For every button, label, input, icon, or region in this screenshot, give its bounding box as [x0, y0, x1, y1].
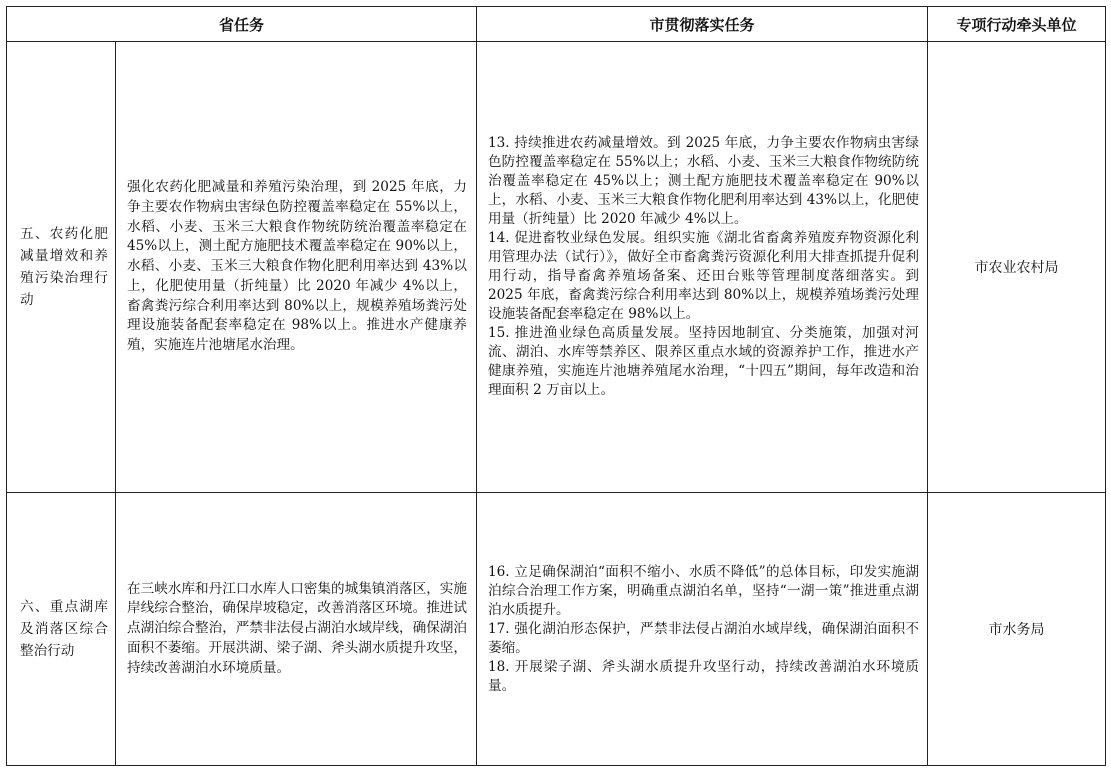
province-task-cell: 强化农药化肥减量和养殖污染治理，到 2025 年底，力争主要农作物病虫害绿色防控覆盖率稳定在 55%以上，水稻、小麦、玉米三大粮食作物统防统治覆盖率稳定在 45%以上，测土配方施肥技术覆盖率稳定在 90%以上，水稻、小麦、玉米三大粮食作物化肥利用率达到 43%以上，化肥使用量（折纯量）比 2020 年减少 4%以上，畜禽粪污综合利用率达到 80%以上，规模养殖场粪污处理设施装备配套率稳定在 98%以上。推进水产健康养殖，实施连片池塘尾水治理。 [116, 42, 477, 493]
header-row [7, 7, 1106, 42]
city-task-item: 18. 开展梁子湖、斧头湖水质提升攻坚行动，持续改善湖泊水环境质量。 [488, 658, 919, 694]
city-task-cell [477, 42, 928, 493]
city-task-cell [477, 493, 928, 766]
city-task-item: 14. 促进畜牧业绿色发展。组织实施《湖北省畜禽养殖废弃物资源化利用管理办法（试行）》，做好全市畜禽粪污资源化利用大排查抓提升促利用行动，指导畜禽养殖场备案、还田台账等管理制度落细落实。到 2025 年底，畜禽粪污综合利用率达到 80%以上，规模养殖场粪污处理设施装备配套率稳定在 98%以上。 [488, 230, 919, 322]
city-task-item: 16. 立足确保湖泊“面积不缩小、水质不降低”的总体目标，印发实施湖泊综合治理工作方案，明确重点湖泊名单，坚持“一湖一策”推进重点湖泊水质提升。 [488, 563, 919, 618]
task-table [6, 6, 1106, 766]
province-task-cell: 在三峡水库和丹江口水库人口密集的城集镇消落区，实施岸线综合整治，确保岸坡稳定，改善消落区环境。推进试点湖泊综合整治，严禁非法侵占湖泊水域岸线，确保湖泊面积不萎缩。开展洪湖、梁子湖、斧头湖水质提升攻坚，持续改善湖泊水环境质量。 [116, 493, 477, 766]
category-cell: 六、重点湖库及消落区综合整治行动 [7, 493, 116, 766]
city-task-item: 17. 强化湖泊形态保护，严禁非法侵占湖泊水域岸线，确保湖泊面积不萎缩。 [488, 620, 919, 656]
table-row [7, 42, 1106, 493]
table-row [7, 493, 1106, 766]
header-province-task: 省任务 [7, 7, 477, 42]
lead-unit-cell: 市水务局 [928, 493, 1106, 766]
header-city-task: 市贯彻落实任务 [477, 7, 928, 42]
city-task-item: 13. 持续推进农药减量增效。到 2025 年底，力争主要农作物病虫害绿色防控覆盖率稳定在 55%以上；水稻、小麦、玉米三大粮食作物统防统治覆盖率稳定在 45%以上；测土配方施肥技术覆盖率稳定在 90%以上，水稻、小麦、玉米三大粮食作物化肥利用率达到 43%以上，化肥使用量（折纯量）比 2020 年减少 4%以上。 [488, 135, 919, 227]
category-cell: 五、农药化肥减量增效和养殖污染治理行动 [7, 42, 116, 493]
city-task-item: 15. 推进渔业绿色高质量发展。坚持因地制宜、分类施策，加强对河流、湖泊、水库等禁养区、限养区重点水域的资源养护工作，推进水产健康养殖，实施连片池塘养殖尾水治理，“十四五”期间，每年改造和治理面积 2 万亩以上。 [488, 325, 919, 398]
lead-unit-cell: 市农业农村局 [928, 42, 1106, 493]
header-lead-unit: 专项行动牵头单位 [928, 7, 1106, 42]
